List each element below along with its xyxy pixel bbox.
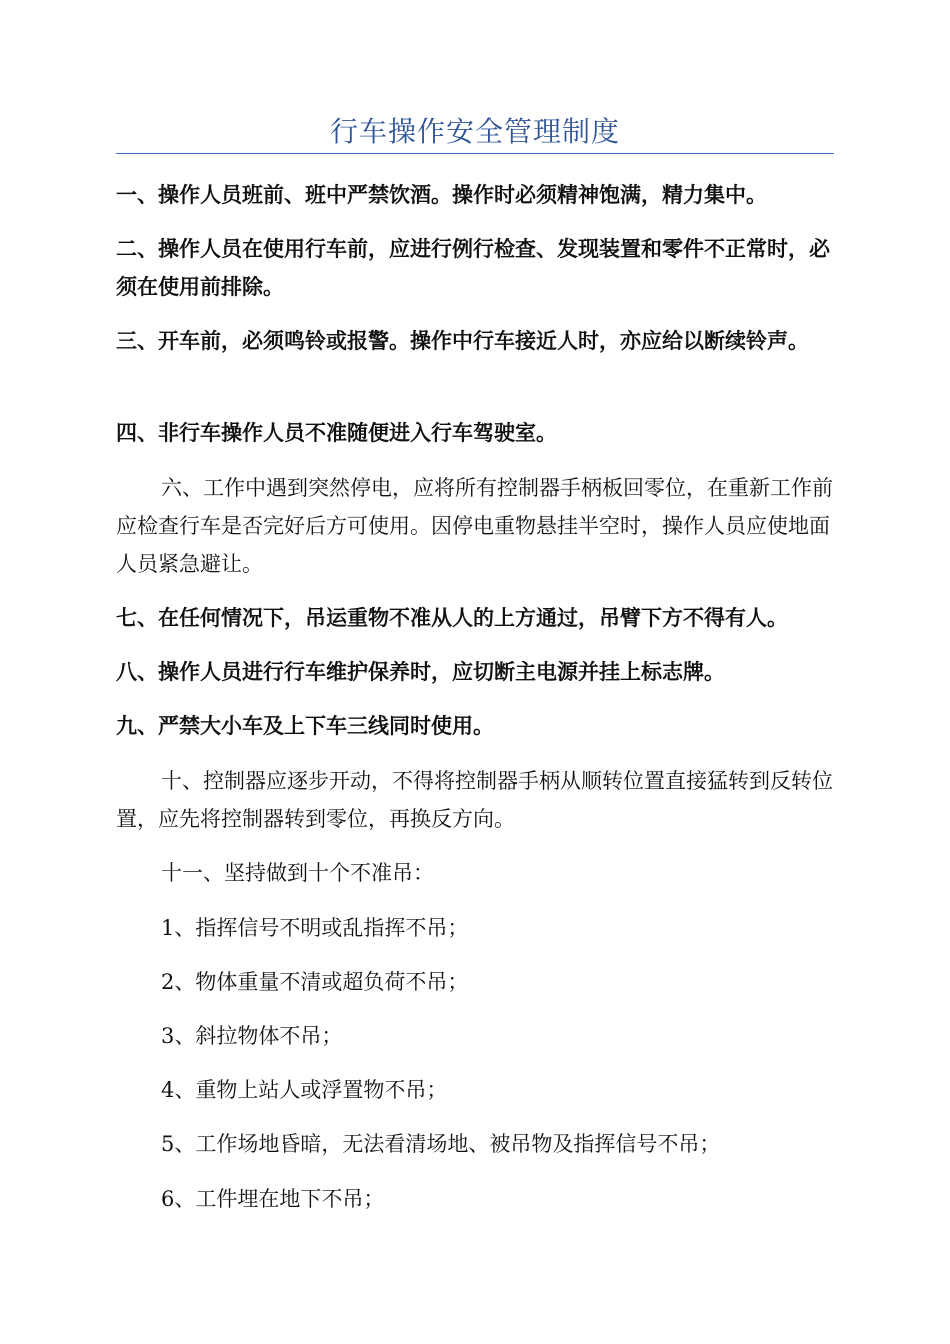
list-item-4: 4、重物上站人或浮置物不吊； xyxy=(161,1078,448,1102)
paragraph-9: 九、严禁大小车及上下车三线同时使用。 xyxy=(116,713,494,738)
list-item-1: 1、指挥信号不明或乱指挥不吊； xyxy=(161,916,469,940)
paragraph-11: 十一、坚持做到十个不准吊： xyxy=(161,861,434,885)
paragraph-8: 八、操作人员进行行车维护保养时，应切断主电源并挂上标志牌。 xyxy=(116,659,725,684)
list-item-5: 5、工作场地昏暗，无法看清场地、被吊物及指挥信号不吊； xyxy=(161,1132,721,1156)
paragraph-2: 二、操作人员在使用行车前，应进行例行检查、发现装置和零件不正常时，必须在使用前排除。 xyxy=(116,236,830,299)
document-title: 行车操作安全管理制度 xyxy=(329,115,620,148)
paragraph-1: 一、操作人员班前、班中严禁饮酒。操作时必须精神饱满，精力集中。 xyxy=(116,182,767,207)
list-item-3: 3、斜拉物体不吊； xyxy=(161,1024,343,1048)
list-item-6: 6、工件埋在地下不吊； xyxy=(161,1187,385,1211)
paragraph-7: 七、在任何情况下，吊运重物不准从人的上方通过，吊臂下方不得有人。 xyxy=(116,605,788,630)
paragraph-3: 三、开车前，必须鸣铃或报警。操作中行车接近人时，亦应给以断续铃声。 xyxy=(116,328,809,353)
paragraph-6: 六、工作中遇到突然停电，应将所有控制器手柄板回零位，在重新工作前应检查行车是否完好后方可使用。因停电重物悬挂半空时，操作人员应使地面人员紧急避让。 xyxy=(116,476,833,576)
paragraph-4: 四、非行车操作人员不准随便进入行车驾驶室。 xyxy=(116,420,557,445)
title-underline xyxy=(116,153,834,154)
paragraph-10: 十、控制器应逐步开动，不得将控制器手柄从顺转位置直接猛转到反转位置，应先将控制器转到零位，再换反方向。 xyxy=(116,769,833,831)
list-item-2: 2、物体重量不清或超负荷不吊； xyxy=(161,970,469,994)
